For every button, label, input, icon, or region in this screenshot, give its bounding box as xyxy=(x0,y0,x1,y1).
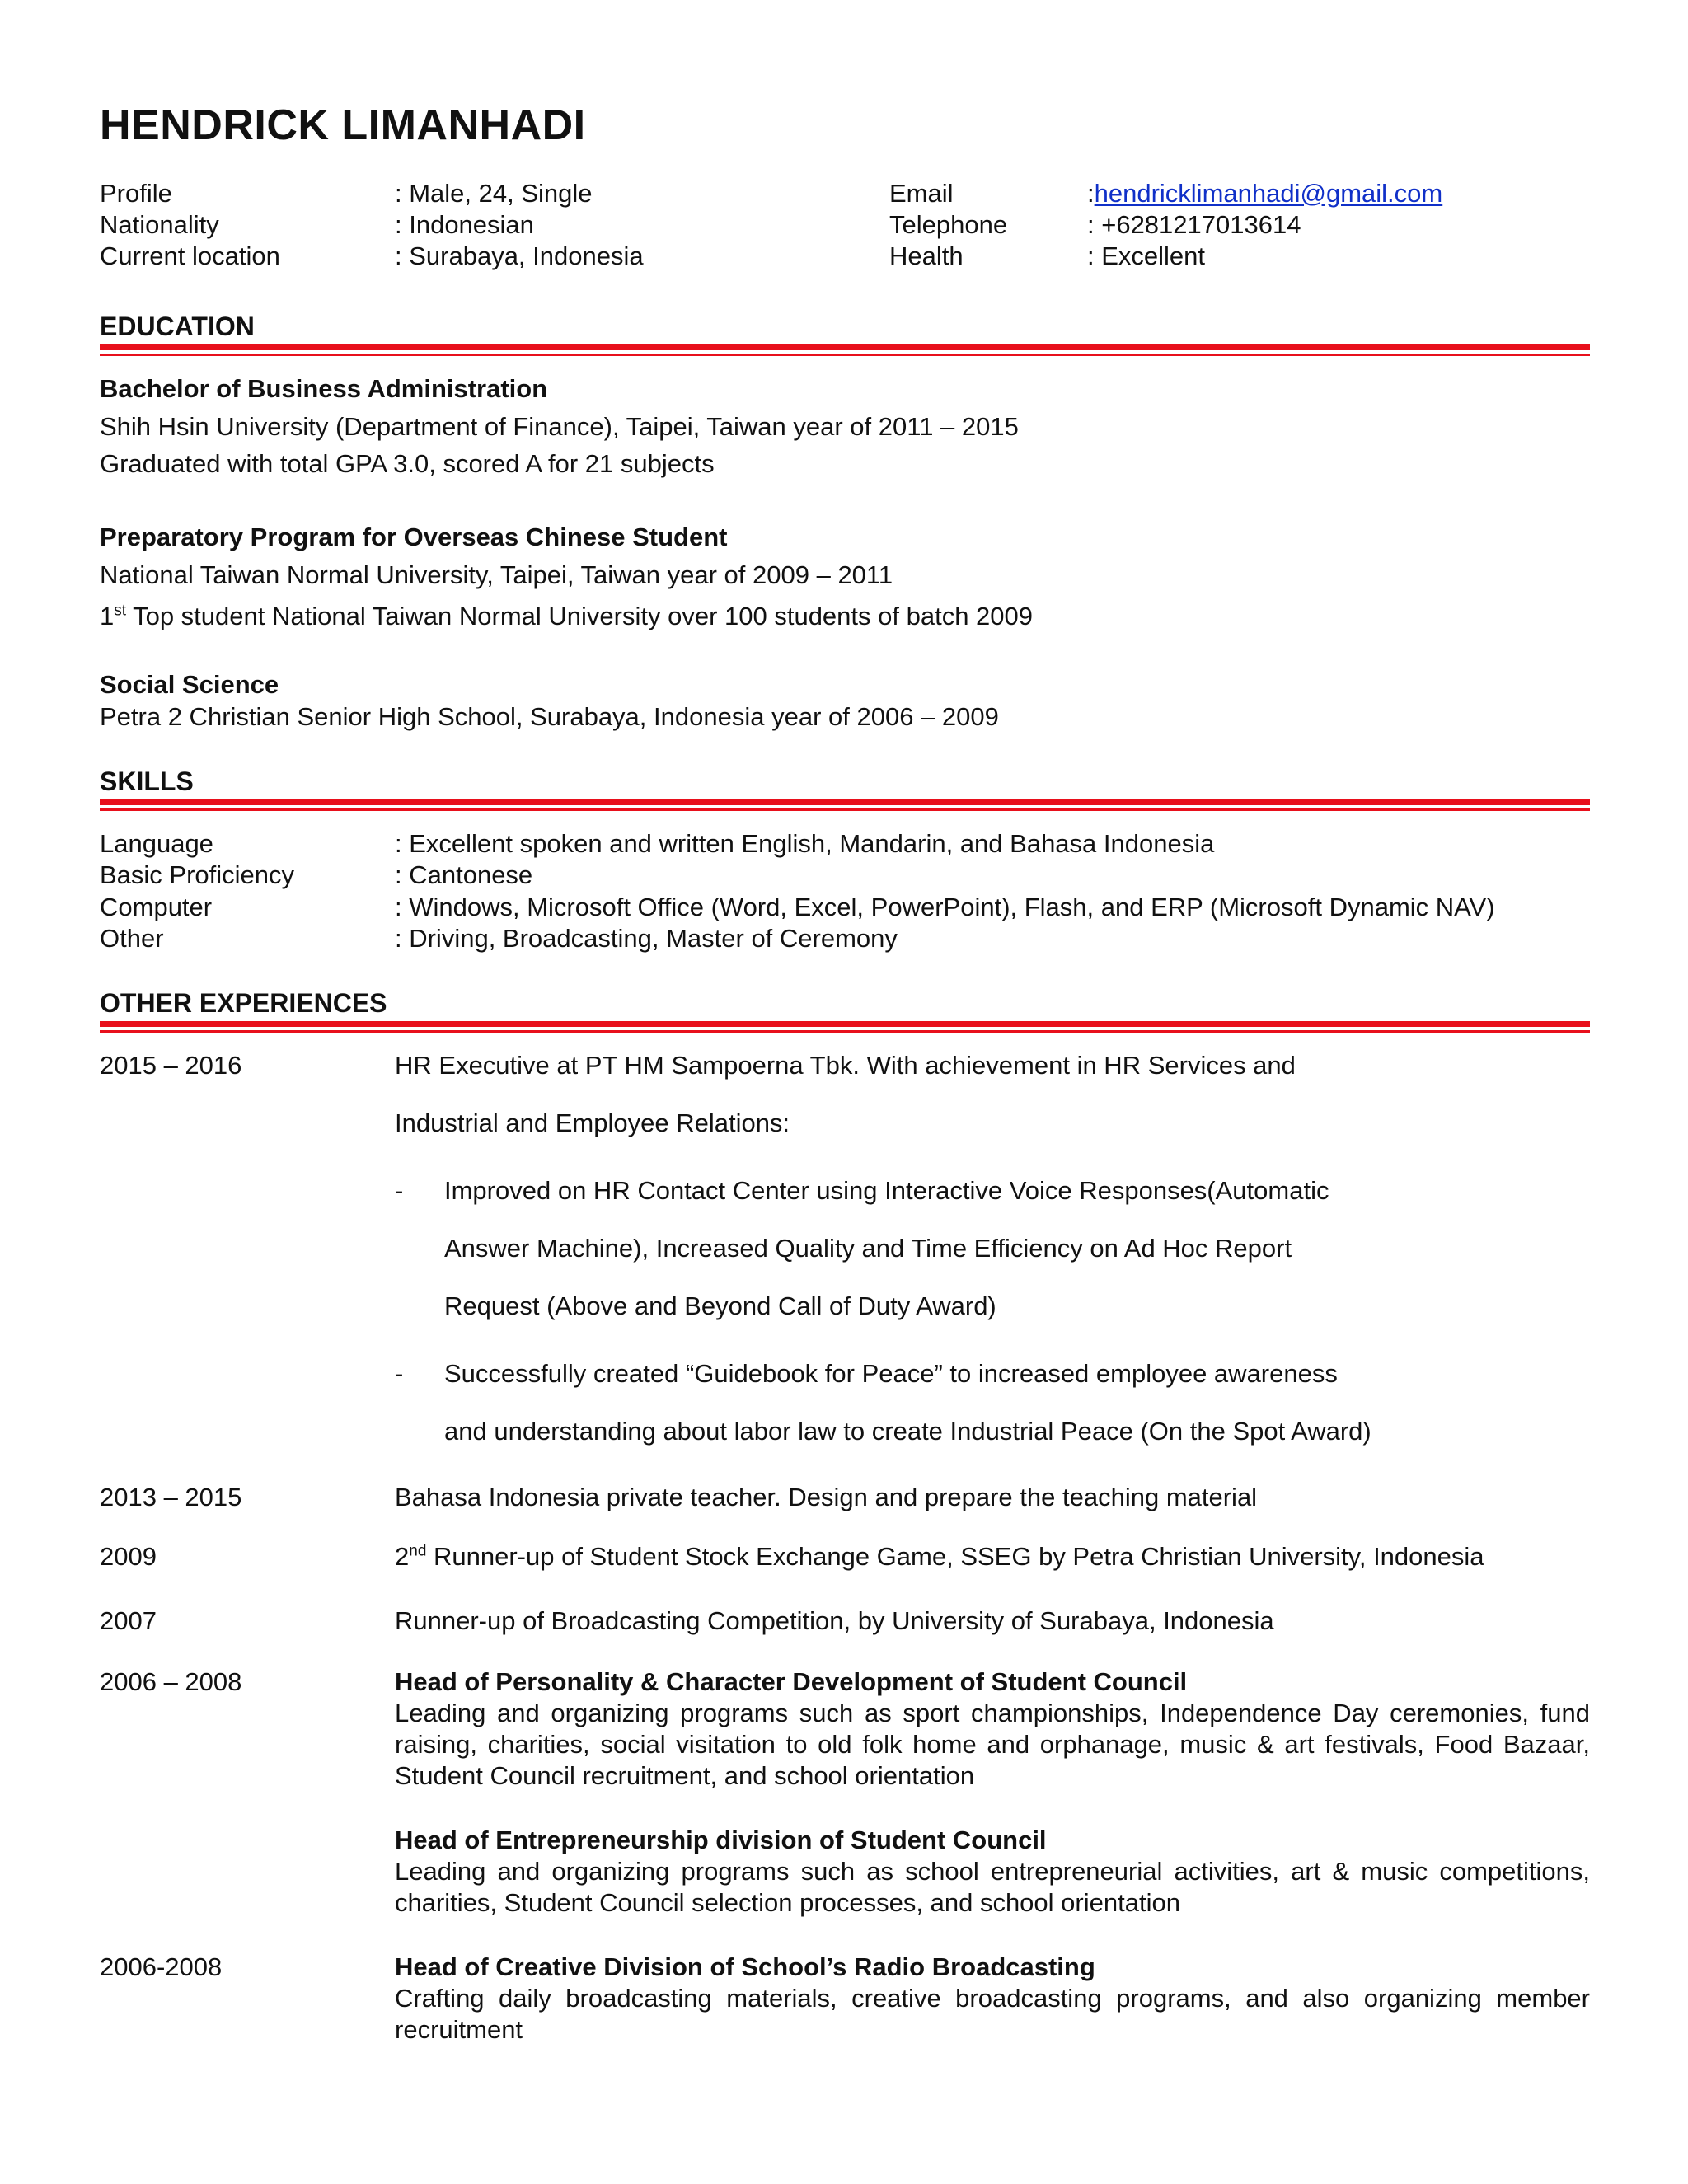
experiences-divider xyxy=(100,1021,1590,1033)
exp-6-title: Head of Creative Division of School’s Radio Broadcasting xyxy=(395,1952,1095,1981)
email-colon: : xyxy=(1087,179,1095,208)
applicant-name: HENDRICK LIMANHADI xyxy=(100,101,586,149)
exp-1-line2: Industrial and Employee Relations: xyxy=(395,1108,790,1137)
location-label: Current location xyxy=(100,241,280,270)
health-value: : Excellent xyxy=(1087,241,1206,270)
exp-3-year: 2009 xyxy=(100,1542,157,1571)
edu-1-line2: Graduated with total GPA 3.0, scored A for 21 subjects xyxy=(100,449,715,478)
skill-other-label: Other xyxy=(100,924,164,953)
edu-2-title: Preparatory Program for Overseas Chinese Student xyxy=(100,523,728,551)
skill-other-value: : Driving, Broadcasting, Master of Ceremony xyxy=(395,924,898,953)
skills-divider xyxy=(100,799,1590,811)
nationality-value: : Indonesian xyxy=(395,210,534,239)
nationality-label: Nationality xyxy=(100,210,219,239)
telephone-label: Telephone xyxy=(889,210,1008,239)
skill-language-value: : Excellent spoken and written English, Mandarin, and Bahasa Indonesia xyxy=(395,829,1215,858)
profile-label: Profile xyxy=(100,179,172,208)
exp-1-b2-line2: and understanding about labor law to create Industrial Peace (On the Spot Award) xyxy=(444,1417,1372,1446)
exp-5-desc-2: Leading and organizing programs such as school entrepreneurial activities, art & music competitions, charities, Student Council selection processes, and school orientation xyxy=(395,1857,1590,1917)
experiences-heading: OTHER EXPERIENCES xyxy=(100,988,387,1018)
exp-5-title-1: Head of Personality & Character Development of Student Council xyxy=(395,1667,1188,1696)
skill-computer-value: : Windows, Microsoft Office (Word, Excel, PowerPoint), Flash, and ERP (Microsoft Dynamic NAV) xyxy=(395,893,1495,921)
education-divider xyxy=(100,344,1590,356)
exp-2-year: 2013 – 2015 xyxy=(100,1483,242,1511)
exp-1-line1: HR Executive at PT HM Sampoerna Tbk. With achievement in HR Services and xyxy=(395,1051,1296,1080)
exp-6-year: 2006-2008 xyxy=(100,1952,223,1981)
exp-1-bullet-1: - xyxy=(395,1176,404,1205)
profile-value: : Male, 24, Single xyxy=(395,179,593,208)
exp-2-text: Bahasa Indonesia private teacher. Design and prepare the teaching material xyxy=(395,1483,1258,1511)
exp-1-b1-line2: Answer Machine), Increased Quality and Time Efficiency on Ad Hoc Report xyxy=(444,1234,1292,1263)
exp-4-text: Runner-up of Broadcasting Competition, by University of Surabaya, Indonesia xyxy=(395,1606,1274,1635)
edu-3-title: Social Science xyxy=(100,670,279,699)
exp-1-b2-line1: Successfully created “Guidebook for Peace” to increased employee awareness xyxy=(444,1359,1338,1388)
exp-6-desc: Crafting daily broadcasting materials, creative broadcasting programs, and also organizing member recruitment xyxy=(395,1984,1590,2044)
email-label: Email xyxy=(889,179,954,208)
skills-heading: SKILLS xyxy=(100,766,194,796)
education-heading: EDUCATION xyxy=(100,312,255,341)
exp-1-year: 2015 – 2016 xyxy=(100,1051,242,1080)
exp-3-text: 2nd Runner-up of Student Stock Exchange Game, SSEG by Petra Christian University, Indonesia xyxy=(395,1542,1484,1571)
skill-basic-label: Basic Proficiency xyxy=(100,860,295,889)
location-value: : Surabaya, Indonesia xyxy=(395,241,644,270)
email-value-row xyxy=(1087,178,1442,210)
exp-1-b1-line1: Improved on HR Contact Center using Interactive Voice Responses(Automatic xyxy=(444,1176,1329,1205)
skill-computer-label: Computer xyxy=(100,893,213,921)
edu-1-line1: Shih Hsin University (Department of Finance), Taipei, Taiwan year of 2011 – 2015 xyxy=(100,412,1019,441)
edu-3-line1: Petra 2 Christian Senior High School, Surabaya, Indonesia year of 2006 – 2009 xyxy=(100,702,999,731)
exp-1-bullet-2: - xyxy=(395,1359,404,1388)
health-label: Health xyxy=(889,241,964,270)
exp-4-year: 2007 xyxy=(100,1606,157,1635)
exp-5-title-2: Head of Entrepreneurship division of Student Council xyxy=(395,1825,1047,1854)
telephone-value: : +6281217013614 xyxy=(1087,210,1301,239)
exp-5-desc-1: Leading and organizing programs such as sport championships, Independence Day ceremonies, fund raising, charities, social visitation to old folk home and orphanage, music & art festivals, Food Bazaar, Student Council recruitment, and school orientation xyxy=(395,1699,1590,1790)
exp-1-b1-line3: Request (Above and Beyond Call of Duty Award) xyxy=(444,1291,996,1320)
edu-1-title: Bachelor of Business Administration xyxy=(100,374,548,403)
edu-2-line1: National Taiwan Normal University, Taipei, Taiwan year of 2009 – 2011 xyxy=(100,560,893,589)
skill-language-label: Language xyxy=(100,829,213,858)
edu-2-line2: 1st Top student National Taiwan Normal University over 100 students of batch 2009 xyxy=(100,602,1034,630)
email-link[interactable]: hendricklimanhadi@gmail.com xyxy=(1094,179,1443,208)
exp-5-year: 2006 – 2008 xyxy=(100,1667,242,1696)
skill-basic-value: : Cantonese xyxy=(395,860,533,889)
